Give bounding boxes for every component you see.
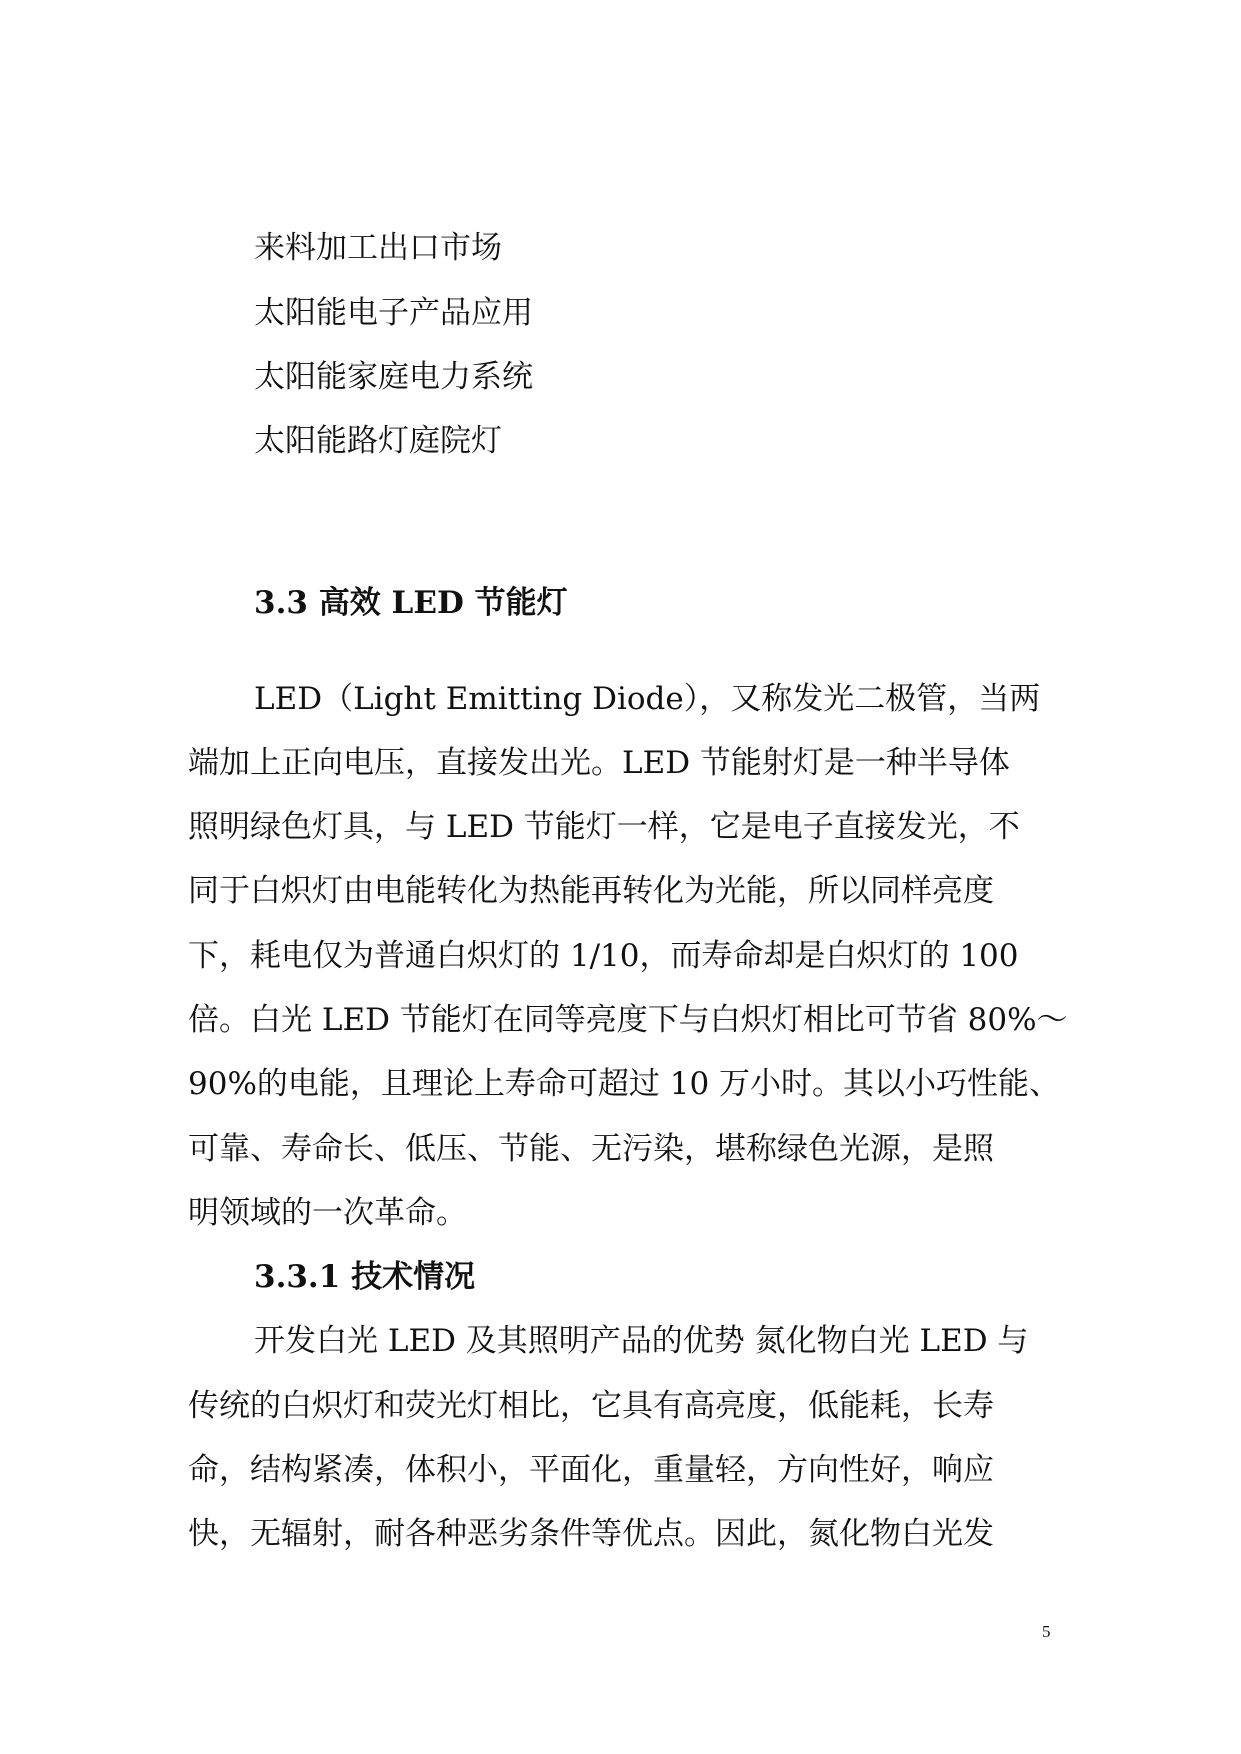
paragraph-line: 明领域的一次革命。 — [188, 1195, 467, 1231]
paragraph-line: 同于白炽灯由电能转化为热能再转化为光能，所以同样亮度 — [188, 873, 994, 909]
section-heading: 3.3 高效 LED 节能灯 — [254, 585, 568, 621]
paragraph-line: LED（Light Emitting Diode），又称发光二极管，当两 — [254, 681, 1041, 717]
paragraph-line: 照明绿色灯具，与 LED 节能灯一样，它是电子直接发光，不 — [188, 809, 1020, 845]
paragraph-line: 下，耗电仅为普通白炽灯的 1/10，而寿命却是白炽灯的 100 — [188, 938, 1019, 974]
paragraph-line: 90%的电能，且理论上寿命可超过 10 万小时。其以小巧性能、 — [188, 1066, 1061, 1102]
paragraph-line: 传统的白炽灯和荧光灯相比，它具有高亮度，低能耗，长寿 — [188, 1388, 994, 1424]
page-number: 5 — [1042, 1622, 1051, 1641]
subsection-heading: 3.3.1 技术情况 — [254, 1259, 476, 1295]
paragraph-line: 命，结构紧凑，体积小，平面化，重量轻，方向性好，响应 — [188, 1452, 994, 1488]
paragraph-line: 端加上正向电压，直接发出光。LED 节能射灯是一种半导体 — [188, 745, 1010, 781]
list-item: 来料加工出口市场 — [254, 230, 502, 266]
list-item: 太阳能电子产品应用 — [254, 295, 533, 331]
paragraph-line: 快，无辐射，耐各种恶劣条件等优点。因此，氮化物白光发 — [188, 1516, 994, 1552]
paragraph-line: 开发白光 LED 及其照明产品的优势 氮化物白光 LED 与 — [254, 1323, 1029, 1359]
list-item: 太阳能家庭电力系统 — [254, 359, 533, 395]
list-item: 太阳能路灯庭院灯 — [254, 423, 502, 459]
paragraph-line: 倍。白光 LED 节能灯在同等亮度下与白炽灯相比可节省 80%～ — [188, 1002, 1068, 1038]
paragraph-line: 可靠、寿命长、低压、节能、无污染，堪称绿色光源，是照 — [188, 1131, 994, 1167]
